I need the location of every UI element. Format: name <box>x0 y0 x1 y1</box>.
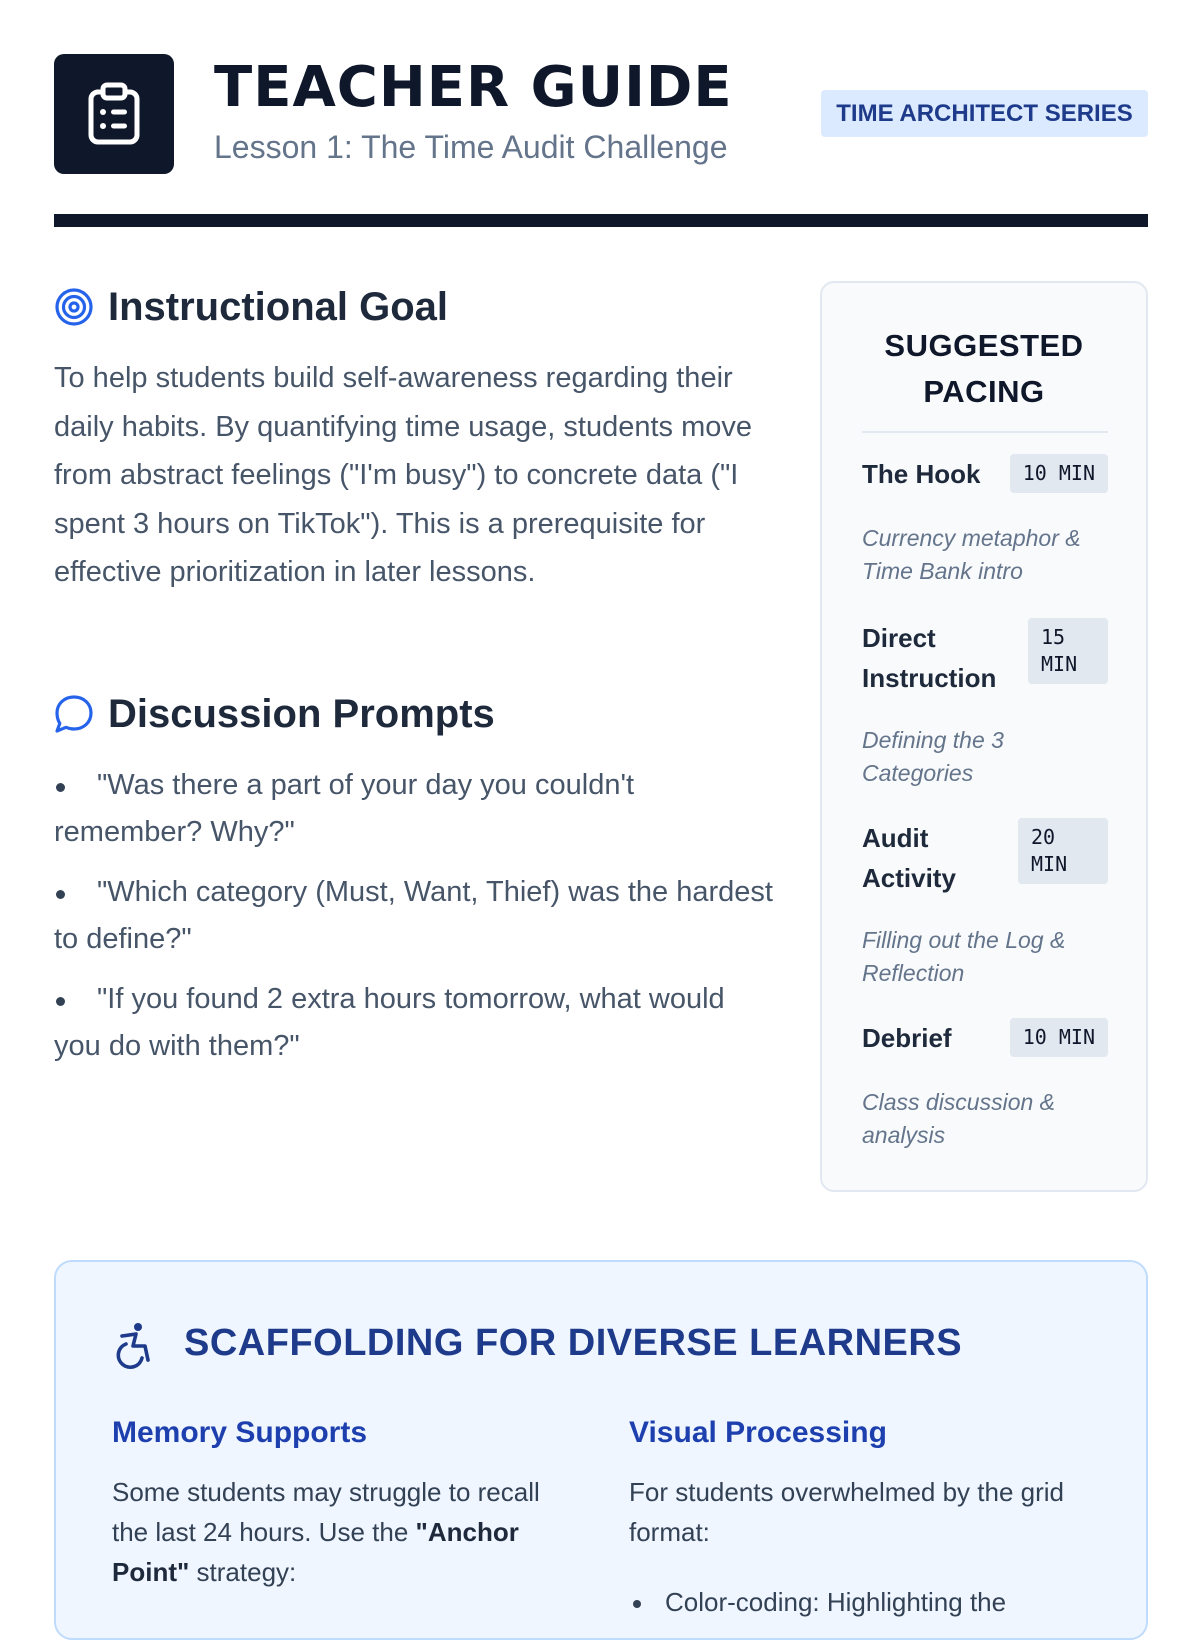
goal-heading: Instructional Goal <box>108 285 449 329</box>
lesson-subtitle: Lesson 1: The Time Audit Challenge <box>214 129 728 165</box>
pacing-divider <box>862 431 1108 433</box>
memory-supports-text: Some students may struggle to recall the last 24 hours. Use the "Anchor Point" strategy: <box>112 1477 540 1587</box>
visual-processing-text: For students overwhelmed by the grid format: <box>629 1477 1064 1547</box>
anchor-point-term: "Anchor Point" <box>112 1517 519 1587</box>
pacing-time-badge: 10 MIN <box>1010 454 1108 493</box>
header-divider <box>54 214 1148 227</box>
visual-processing-heading: Visual Processing <box>629 1416 887 1449</box>
list-item: "If you found 2 extra hours tomorrow, what would you do with them?" <box>54 983 725 1062</box>
pacing-card <box>820 281 1148 1192</box>
series-badge: TIME ARCHITECT SERIES <box>821 90 1148 137</box>
clipboard-icon <box>87 84 141 144</box>
bullet <box>56 783 65 792</box>
goal-text: To help students build self-awareness regarding their daily habits. By quantifying time usage, students move from abstract feelings ("I'm busy") to concrete data ("I spent 3 hours on TikTok"). This is a prerequisite for effective prioritization in later lessons. <box>54 362 752 588</box>
pacing-item-desc: Defining the 3 Categories <box>862 727 1004 786</box>
list-item: "Was there a part of your day you couldn't remember? Why?" <box>54 769 635 848</box>
scaffolding-panel <box>54 1260 1148 1640</box>
pacing-time-badge: 10 MIN <box>1010 1018 1108 1057</box>
target-icon <box>54 287 94 327</box>
list-item: Color-coding: Highlighting the <box>629 1582 1006 1622</box>
pacing-item-desc: Filling out the Log & Reflection <box>862 927 1066 986</box>
pacing-time-badge: 15 MIN <box>1028 618 1108 684</box>
bullet <box>56 997 65 1006</box>
pacing-title: SUGGESTED PACING <box>884 328 1084 409</box>
guide-header <box>54 54 1148 174</box>
bullet <box>633 1600 641 1608</box>
discussion-heading: Discussion Prompts <box>108 692 495 736</box>
page-title: TEACHER GUIDE <box>214 55 733 120</box>
bullet <box>56 890 65 899</box>
memory-supports-heading: Memory Supports <box>112 1416 368 1449</box>
scaffolding-title: SCAFFOLDING FOR DIVERSE LEARNERS <box>184 1322 963 1364</box>
pacing-item-name: Audit Activity <box>862 823 956 893</box>
list-item: "Which category (Must, Want, Thief) was the hardest to define?" <box>54 876 773 955</box>
pacing-item-name: The Hook <box>862 459 981 489</box>
logo-box <box>54 54 174 174</box>
pacing-item-desc: Currency metaphor & Time Bank intro <box>862 525 1081 584</box>
speech-bubble-icon <box>54 694 94 734</box>
pacing-time-badge: 20 MIN <box>1018 818 1108 884</box>
discussion-prompts-list <box>54 762 774 1083</box>
pacing-item-desc: Class discussion & analysis <box>862 1089 1056 1148</box>
accessibility-icon <box>112 1322 156 1368</box>
pacing-item-name: Direct Instruction <box>862 623 997 693</box>
pacing-item-name: Debrief <box>862 1023 952 1053</box>
